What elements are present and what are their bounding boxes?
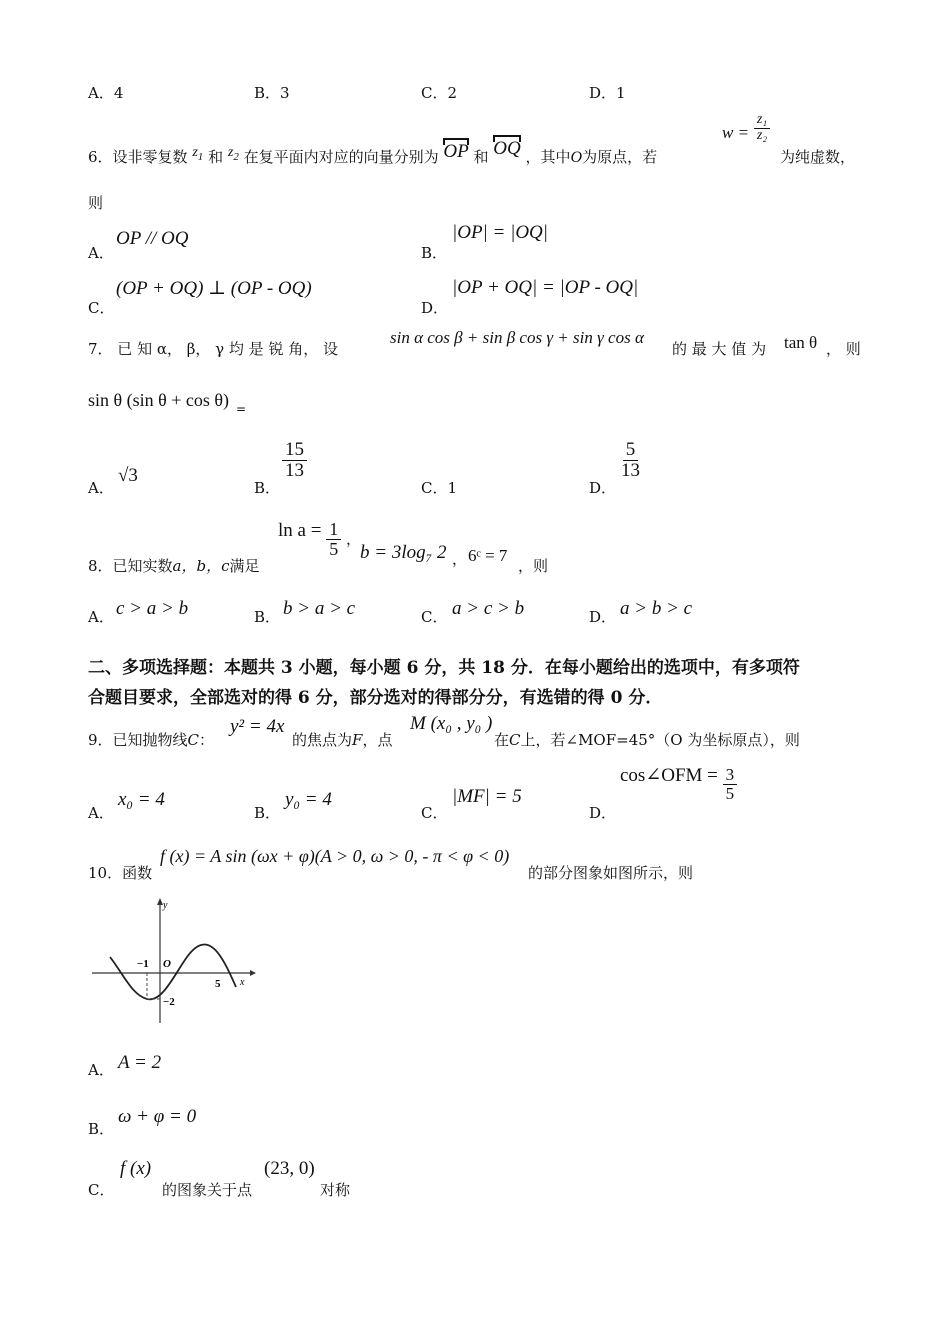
q8-comma2: ， [452, 550, 468, 568]
q8-mid: 满足 [229, 557, 260, 575]
q8-lna: ln a = [278, 519, 322, 541]
q6-then: 则 [88, 194, 104, 212]
q9-parabola-equation: y² = 4x [230, 716, 285, 737]
q9-suffix-group [494, 729, 800, 750]
q6-frac-num: z₁ [754, 113, 770, 129]
q6-frac-den: z₂ [756, 127, 768, 143]
q10-function: f (x) = A sin (ωx + φ)(A > 0, ω > 0, - π < φ < 0) [160, 846, 510, 866]
q7-expression: sin α cos β + sin β cos γ + sin γ cos α [390, 328, 644, 347]
q9-f: F [352, 731, 363, 749]
q7-option-b-label: B． [254, 479, 281, 497]
q10-suffix: 的部分图象如图所示，则 [528, 864, 694, 882]
q8-option-d: a > b > c [620, 598, 693, 619]
graph-label-neg1: −1 [137, 958, 149, 970]
q6-mid2: ，其中 [525, 148, 571, 166]
q7-option-c: C．1 [421, 479, 458, 497]
graph-label-y: y [163, 900, 168, 911]
q9-option-d-label: D． [589, 804, 617, 822]
q8-option-a: c > a > b [116, 598, 189, 619]
q7-b-num: 15 [282, 440, 307, 461]
q6-mid3: 为原点，若 [582, 148, 658, 166]
q10-option-c-suffix: 对称 [320, 1181, 351, 1199]
section2-line1: 二、多项选择题：本题共 3 小题，每小题 6 分，共 18 分．在每小题给出的选项中，有多项符 [88, 658, 800, 678]
q8-option-c-label: C． [421, 608, 448, 626]
q9-d-pre: cos∠OFM = [620, 764, 718, 786]
graph-x-arrow [250, 970, 256, 976]
q8-prefix: 8．已知实数 [88, 557, 173, 575]
graph-label-neg2: −2 [163, 996, 175, 1008]
q6-w-definition [722, 113, 770, 143]
q8-den: 5 [329, 538, 339, 559]
q8-suffix: ，则 [518, 557, 549, 575]
q10-option-a-label: A． [88, 1061, 114, 1079]
q9-option-a: x₀ = 4 [118, 789, 165, 810]
q8-comma: ， [345, 531, 361, 548]
q5-option-b: B．3 [254, 84, 290, 102]
q6-z2: $z_2$ [227, 145, 239, 163]
q7-mid: 的 最 大 值 为 [672, 340, 767, 358]
q7-prefix: 7． 已 知 α， β， γ 均 是 锐 角， 设 [88, 340, 338, 358]
q8-num: 1 [326, 520, 341, 540]
q9-mid3: 在 [494, 731, 510, 749]
q9-c2: C [509, 731, 521, 749]
q8-condition-b: b = 3log₇ 2 [360, 542, 447, 563]
q9-mid2: ，点 [362, 731, 393, 749]
q10-option-c-expr: f (x) [120, 1158, 152, 1179]
q8-option-c: a > c > b [452, 598, 525, 619]
q6-stem [88, 138, 658, 169]
q10-function-graph [90, 895, 260, 1025]
q9-mid: 的焦点为 [292, 731, 353, 749]
q5-option-c: C．2 [421, 84, 458, 102]
q6-option-a: OP // OQ [116, 228, 189, 249]
q7-option-d [618, 440, 643, 481]
q6-option-c: (OP + OQ) ⊥ (OP - OQ) [116, 278, 312, 299]
q9-prefix: 9．已知抛物线 [88, 731, 188, 749]
q9-d-den: 5 [725, 783, 735, 803]
q10-option-c-label: C． [88, 1181, 115, 1199]
q9-d-num: 3 [723, 766, 738, 785]
q8-option-b-label: B． [254, 608, 281, 626]
q7-expression-2: sin θ (sin θ + cos θ) [88, 390, 230, 410]
q6-option-b: |OP| = |OQ| [452, 222, 548, 243]
q10-option-a: A = 2 [118, 1052, 162, 1073]
q7-b-den: 13 [285, 459, 304, 481]
q6-and2: 和 [473, 148, 489, 166]
q9-option-d [620, 766, 737, 803]
q9-point-m: M (x₀ , y₀ ) [410, 713, 493, 734]
q6-option-d: |OP + OQ| = |OP - OQ| [452, 277, 639, 298]
q9-option-b-label: B． [254, 804, 281, 822]
q9-suffix: 上，若∠MOF=45°（O 为坐标原点），则 [520, 731, 800, 749]
q9-mid-group [292, 729, 392, 750]
q6-vector-op: OP [443, 141, 469, 162]
q8-stem [88, 555, 260, 576]
q8-option-b: b > a > c [283, 598, 356, 619]
q6-and1: 和 [208, 148, 224, 166]
q7-d-num: 5 [623, 440, 639, 461]
q9-option-a-label: A． [88, 804, 114, 822]
q10-option-c-mid: 的图象关于点 [162, 1181, 253, 1199]
q6-z1: $z_1$ [192, 145, 204, 163]
graph-label-o: O [163, 958, 171, 970]
q9-colon: ： [199, 731, 215, 749]
q8-vars: a，b，c [172, 557, 230, 575]
q9-prefix-group [88, 729, 214, 750]
q6-vector-oq: OQ [493, 138, 521, 159]
q5-option-a: A．4 [88, 84, 124, 102]
graph-sine-curve [110, 945, 236, 1000]
q7-option-d-label: D． [589, 479, 617, 497]
q6-origin: O [570, 149, 583, 166]
q6-option-a-label: A． [88, 244, 114, 262]
q8-condition-lna [278, 520, 361, 559]
q6-prefix: 6．设非零复数 [88, 148, 188, 166]
q9-option-c-label: C． [421, 804, 448, 822]
q7-equals: = [236, 402, 247, 416]
q9-option-c: |MF| = 5 [452, 786, 522, 807]
q8-option-a-label: A． [88, 608, 114, 626]
q9-option-b: y₀ = 4 [285, 789, 332, 810]
q6-option-b-label: B． [421, 244, 448, 262]
section2-line2: 合题目要求，全部选对的得 6 分，部分选对的得部分分，有选错的得 0 分． [88, 688, 663, 708]
graph-label-five: 5 [215, 978, 221, 990]
q7-suffix: ， 则 [826, 340, 861, 358]
q7-option-b [282, 440, 307, 481]
q10-option-b: ω + φ = 0 [118, 1106, 197, 1127]
q10-option-c-point: (23, 0) [264, 1158, 315, 1179]
q10-prefix: 10．函数 [88, 864, 153, 882]
q6-fraction [754, 113, 770, 143]
q7-option-a: √3 [118, 465, 138, 486]
q6-mid1: 在复平面内对应的向量分别为 [243, 148, 439, 166]
q7-d-den: 13 [621, 459, 640, 481]
q6-option-d-label: D． [421, 299, 449, 317]
q7-tan-theta: tan θ [784, 333, 818, 352]
q8-condition-c: 6ᶜ = 7 [468, 546, 508, 565]
q5-option-d: D．1 [589, 84, 626, 102]
q8-option-d-label: D． [589, 608, 617, 626]
graph-label-x: x [240, 977, 245, 988]
q10-option-b-label: B． [88, 1120, 115, 1138]
q6-suffix: 为纯虚数， [780, 148, 856, 166]
q7-option-a-label: A． [88, 479, 114, 497]
q6-option-c-label: C． [88, 299, 115, 317]
q6-w: w = [722, 123, 750, 143]
q9-c: C [187, 731, 200, 749]
